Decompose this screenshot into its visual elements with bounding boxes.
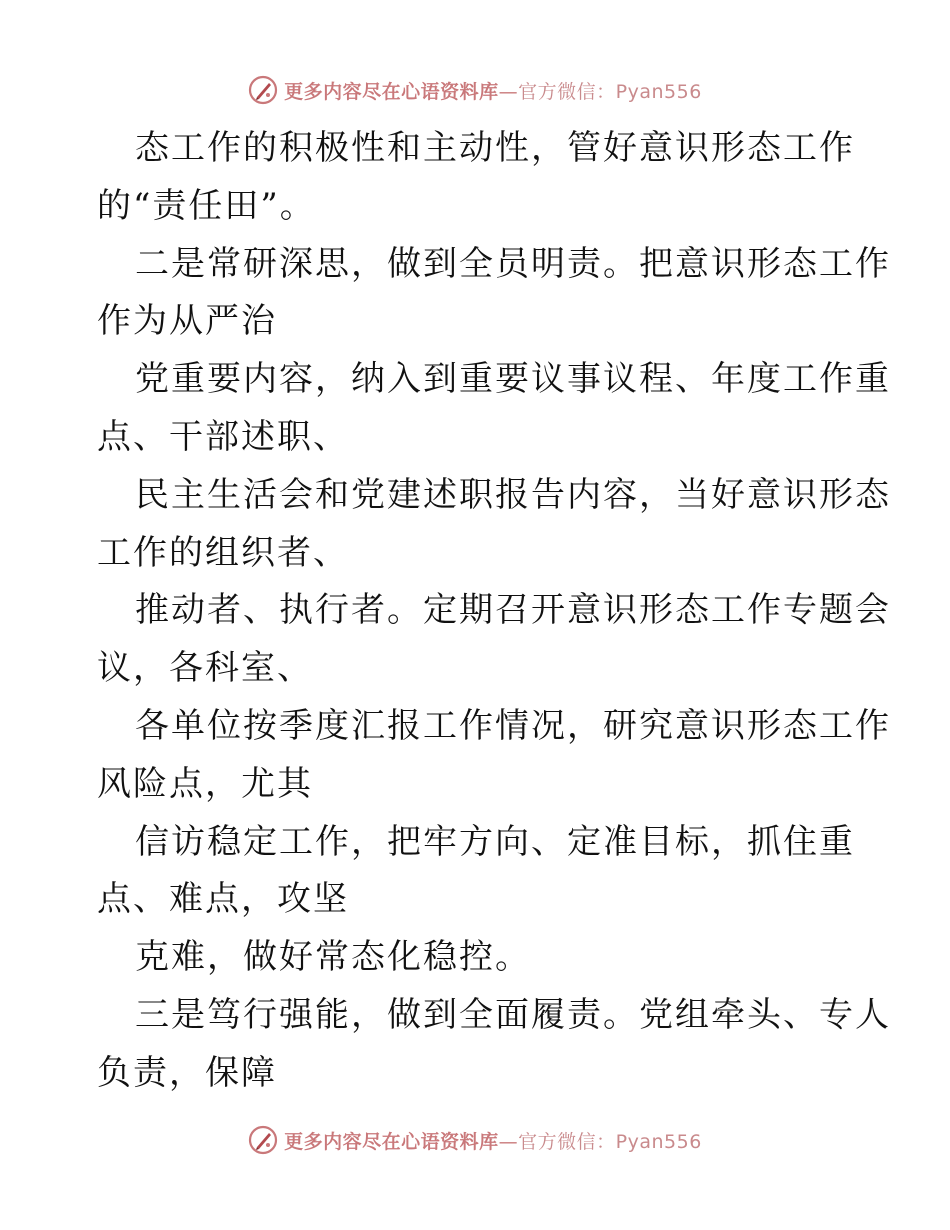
body-line: 推动者、执行者。定期召开意识形态工作专题会 bbox=[135, 590, 891, 631]
footer-banner-main: 更多内容尽在心语资料库 bbox=[284, 1130, 499, 1153]
footer-banner-text bbox=[284, 1127, 702, 1154]
body-line: 的“责任田”。 bbox=[97, 185, 316, 226]
header-banner-text bbox=[284, 77, 702, 104]
body-line: 党重要内容，纳入到重要议事议程、年度工作重 bbox=[135, 359, 891, 400]
header-banner-main: 更多内容尽在心语资料库 bbox=[284, 80, 499, 103]
body-line: 负责，保障 bbox=[97, 1052, 277, 1093]
body-line: 三是笃行强能，做到全面履责。党组牵头、专人 bbox=[135, 994, 891, 1035]
body-line: 工作的组织者、 bbox=[97, 532, 349, 573]
document-body bbox=[97, 120, 891, 1103]
body-line: 作为从严治 bbox=[97, 301, 277, 342]
footer-banner bbox=[0, 1120, 950, 1160]
body-line: 信访稳定工作，把牢方向、定准目标，抓住重 bbox=[135, 821, 855, 862]
footer-banner-wechat: 官方微信：Pyan556 bbox=[518, 1130, 702, 1153]
body-line: 态工作的积极性和主动性，管好意识形态工作 bbox=[135, 128, 855, 168]
footer-banner-dash: — bbox=[498, 1130, 519, 1153]
body-line: 点、干部述职、 bbox=[97, 416, 349, 457]
body-line: 各单位按季度汇报工作情况，研究意识形态工作 bbox=[135, 705, 891, 746]
quill-pen-logo-icon bbox=[248, 75, 278, 105]
body-line: 风险点，尤其 bbox=[97, 763, 313, 804]
quill-pen-logo-icon bbox=[248, 1125, 278, 1155]
header-banner-dash: — bbox=[498, 80, 519, 103]
body-line: 点、难点，攻坚 bbox=[97, 879, 349, 920]
header-banner-wechat: 官方微信：Pyan556 bbox=[518, 80, 702, 103]
body-line: 二是常研深思，做到全员明责。把意识形态工作 bbox=[135, 243, 891, 284]
header-banner bbox=[0, 70, 950, 110]
body-line: 议，各科室、 bbox=[97, 648, 313, 689]
body-line: 民主生活会和党建述职报告内容，当好意识形态 bbox=[135, 474, 891, 515]
body-line: 克难，做好常态化稳控。 bbox=[135, 937, 531, 978]
